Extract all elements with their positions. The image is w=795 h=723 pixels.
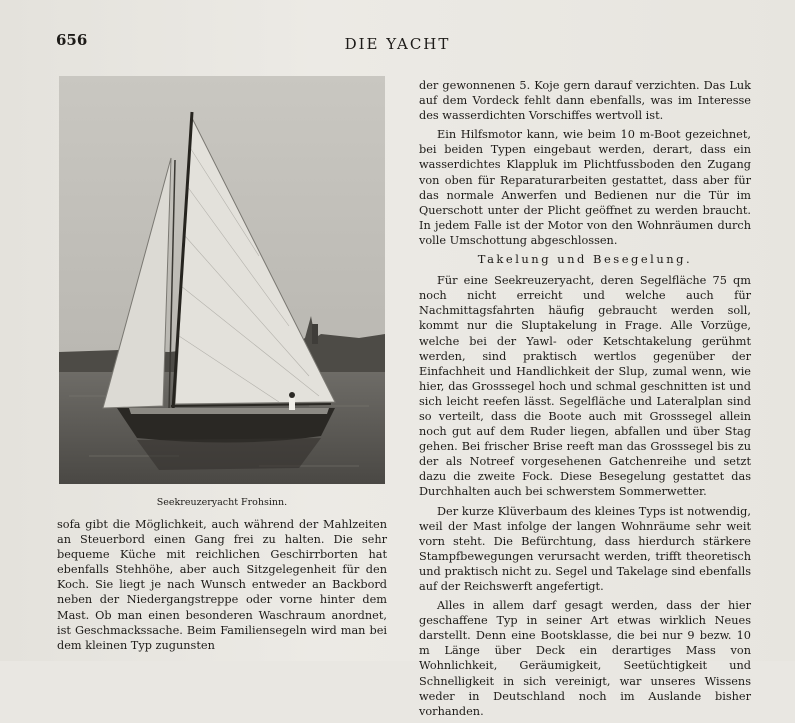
figure-caption: Seekreuzeryacht Frohsinn.	[156, 497, 288, 508]
body-paragraph: sofa gibt die Möglichkeit, auch während der Mahlzeiten an Steuerbord einen Gang frei zu halten. Die sehr bequeme Küche mit reichlichen Geschirrborten hat ebenfalls Stehhöhe, aber auch Sitzgelegenheit für den Koch. Sie liegt je nach Wunsch entweder an Backbord neben der Niedergangstreppe oder vorne hinter dem Mast. Ob man einen besonderen Waschraum anordnet, ist Geschmackssache. Beim Familiensegeln wird man bei dem kleinen Typ zugunsten	[57, 518, 387, 652]
body-paragraph: Alles in allem darf gesagt werden, dass der hier geschaffene Typ in seiner Art etwas wirklich Neues darstellt. Denn eine Bootsklasse, die bei nur 9 bezw. 10 m Länge über Deck ein derartiges Mass von Wohnlichkeit, Geräumigkeit, Seetüchtigkeit und Schnelligkeit in sich vereinigt, war unseres Wissens weder in Deutschland noch im Auslande bisher vorhanden.	[419, 599, 751, 718]
yacht-photograph	[59, 76, 385, 484]
body-paragraph: Ein Hilfsmotor kann, wie beim 10 m-Boot gezeichnet, bei beiden Typen eingebaut werden, derart, dass ein wasserdichtes Klappluk im Plichtfussboden den Zugang von oben für Reparaturarbeiten gestattet, dass aber für das normale Anwerfen und Bedienen nur die Tür im Querschott unter der Plicht geöffnet zu werden braucht. In jedem Falle ist der Motor von den Wohnräumen durch volle Umschottung abgeschlossen.	[419, 128, 751, 247]
body-paragraph: Der kurze Klüverbaum des kleines Typs ist notwendig, weil der Mast infolge der langen Wohnräume sehr weit vorn steht. Die Befürchtung, dass hierdurch stärkere Stampfbewegungen verursacht werden, trifft theoretisch und praktisch nicht zu. Segel und Takelage sind ebenfalls auf der Reichswerft angefertigt.	[419, 504, 751, 593]
body-paragraph: Für eine Seekreuzeryacht, deren Segelfläche 75 qm noch nicht erreicht und welche auch für Nachmittagsfahrten häufig gebraucht werden soll, kommt nur die Sluptakelung in Frage. Alle Vorzüge, welche bei der Yawl- oder Ketschtakelung gerühmt werden, sind praktisch wertlos gegenüber der Einfachheit und Handlichkeit der Slup, zumal wenn, wie hier, das Grosssegel hoch und schmal geschnitten ist und sich leicht reefen lässt. Segelfläche und Lateralplan sind so verteilt, dass die Boote auch mit Grosssegel allein noch gut auf dem Ruder liegen, abfallen und über Stag gehen. Bei frischer Brise reeft man das Grosssegel bis zu der als Notreef vorgesehenen Gatchenreihe und setzt dazu die zweite Fock. Diese Besegelung gestattet das Durchhalten auch bei schwerstem Sommerwetter.	[419, 274, 751, 499]
body-paragraph: der gewonnenen 5. Koje gern darauf verzichten. Das Luk auf dem Vordeck fehlt dann ebenfalls, was im Interesse des wasserdichten Vorschiffes wertvoll ist.	[419, 79, 751, 123]
page-number: 656	[56, 31, 88, 49]
section-heading: Takelung und Besegelung.	[477, 252, 693, 267]
right-text-column	[419, 78, 751, 723]
sailboat-image	[59, 76, 385, 484]
running-title: DIE YACHT	[344, 35, 451, 53]
left-text-column	[57, 517, 387, 657]
